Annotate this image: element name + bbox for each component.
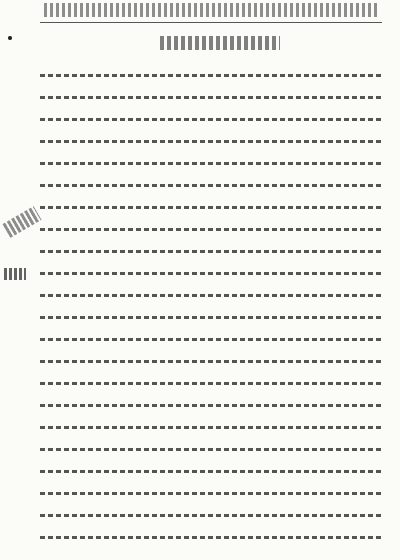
body-line [40, 458, 382, 480]
margin-dot [8, 36, 12, 40]
body-line [40, 326, 382, 348]
body-line [40, 150, 382, 172]
body-line [40, 84, 382, 106]
body-line [40, 370, 382, 392]
body-line [40, 524, 382, 546]
margin-note-2 [4, 268, 26, 280]
body-line [40, 194, 382, 216]
body-line [40, 304, 382, 326]
body-line [40, 392, 382, 414]
body-line [40, 414, 382, 436]
body-line [40, 480, 382, 502]
basmala-line [160, 36, 280, 50]
body-line [40, 216, 382, 238]
body-line [40, 128, 382, 150]
body-line [40, 238, 382, 260]
margin-note-1 [2, 206, 41, 238]
body-text [40, 62, 382, 546]
body-line [40, 282, 382, 304]
body-line [40, 106, 382, 128]
body-line [40, 62, 382, 84]
body-line [40, 260, 382, 282]
body-line [40, 348, 382, 370]
header-text [44, 3, 378, 17]
body-line [40, 436, 382, 458]
body-line [40, 172, 382, 194]
body-line [40, 502, 382, 524]
